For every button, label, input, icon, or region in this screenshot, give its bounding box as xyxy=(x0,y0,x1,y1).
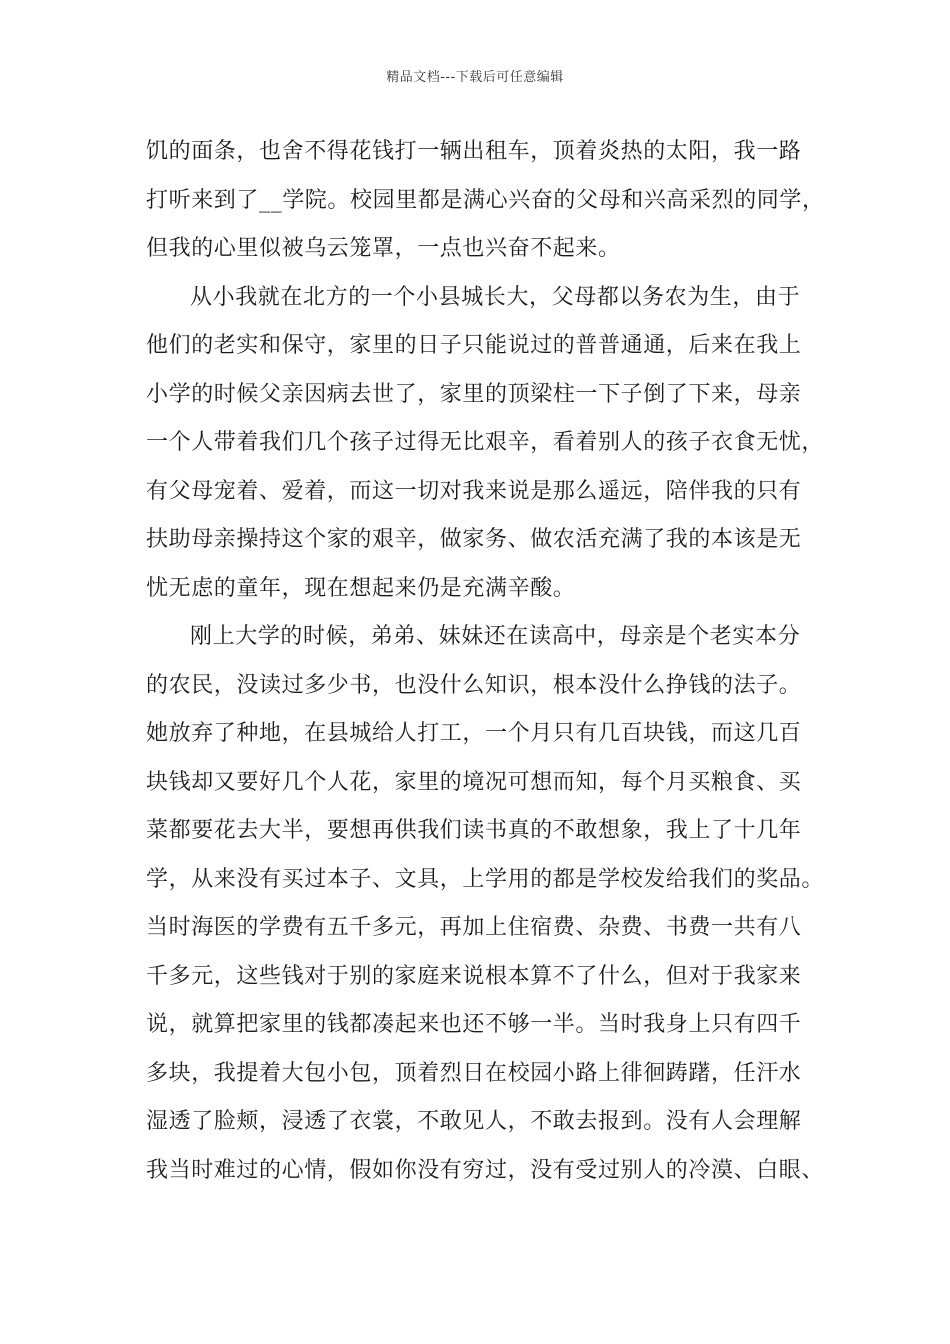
body-text xyxy=(146,128,830,1195)
paragraph-start-line: 刚上大学的时候，弟弟、妹妹还在读高中，母亲是个老实本分 xyxy=(190,624,801,649)
text-line: 当时海医的学费有五千多元，再加上住宿费、杂费、书费一共有八 xyxy=(146,915,802,940)
text-line: 一个人带着我们几个孩子过得无比艰辛，看着别人的孩子衣食无忧， xyxy=(146,430,825,455)
text-line: 小学的时候父亲因病去世了，家里的顶梁柱一下子倒了下来，母亲 xyxy=(146,381,802,407)
text-line: 菜都要花去大半，要想再供我们读书真的不敢想象，我上了十几年 xyxy=(146,818,802,843)
text-line: 的农民，没读过多少书，也没什么知识，根本没什么挣钱的法子。 xyxy=(146,672,802,698)
text-line: 扶助母亲操持这个家的艰辛，做家务、做农活充满了我的本该是无 xyxy=(146,527,802,552)
text-line: 千多元，这些钱对于别的家庭来说根本算不了什么，但对于我家来 xyxy=(146,963,802,989)
text-line: 湿透了脸颊，浸透了衣裳，不敢见人，不敢去报到。没有人会理解 xyxy=(146,1109,802,1134)
page-header: 精品文档---下载后可任意编辑 xyxy=(386,70,564,85)
text-line: 但我的心里似被乌云笼罩，一点也兴奋不起来。 xyxy=(146,236,621,261)
text-line: 学，从来没有买过本子、文具，上学用的都是学校发给我们的奖品。 xyxy=(146,866,825,892)
text-line: 忧无虑的童年，现在想起来仍是充满辛酸。 xyxy=(146,575,576,601)
text-line: 块钱却又要好几个人花，家里的境况可想而知，每个月买粮食、买 xyxy=(146,769,802,795)
text-line: 饥的面条，也舍不得花钱打一辆出租车，顶着炎热的太阳，我一路 xyxy=(146,139,802,164)
text-line: 她放弃了种地，在县城给人打工，一个月只有几百块钱，而这几百 xyxy=(146,721,802,746)
text-line: 多块，我提着大包小包，顶着烈日在校园小路上徘徊踌躇，任汗水 xyxy=(146,1060,802,1086)
paragraph-start-line: 从小我就在北方的一个小县城长大，父母都以务农为生，由于 xyxy=(190,284,801,310)
text-line: 打听来到了__学院。校园里都是满心兴奋的父母和兴高采烈的同学， xyxy=(146,187,825,213)
text-line: 我当时难过的心情，假如你没有穷过，没有受过别人的冷漠、白眼、 xyxy=(146,1157,825,1183)
text-line: 说，就算把家里的钱都凑起来也还不够一半。当时我身上只有四千 xyxy=(146,1012,802,1037)
text-line: 有父母宠着、爱着，而这一切对我来说是那么遥远，陪伴我的只有 xyxy=(146,478,802,504)
text-line: 他们的老实和保守，家里的日子只能说过的普普通通，后来在我上 xyxy=(146,333,802,358)
